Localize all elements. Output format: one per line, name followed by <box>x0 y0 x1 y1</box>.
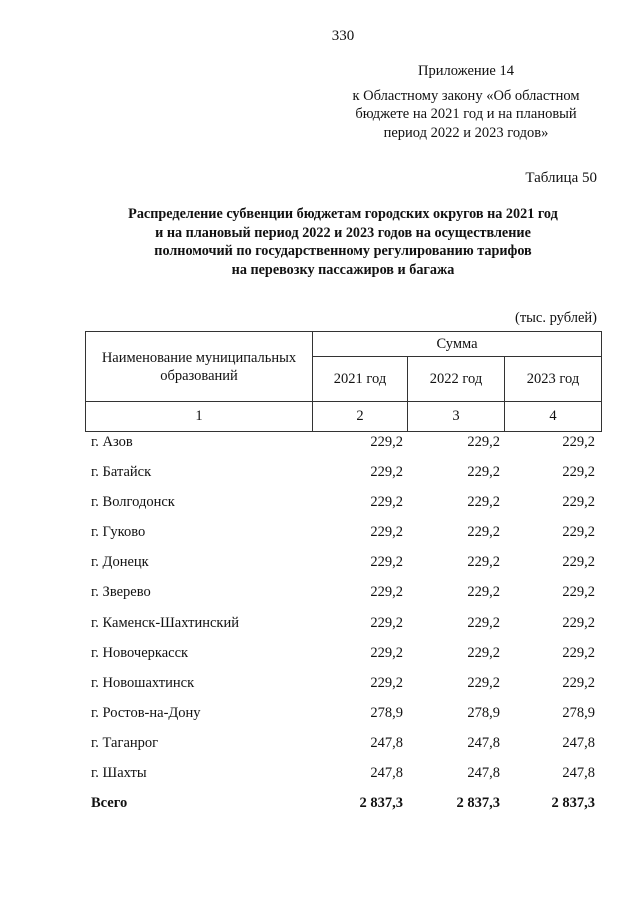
title-line: и на плановый период 2022 и 2023 годов на осуществление <box>155 224 531 241</box>
row-value-2022: 229,2 <box>467 464 500 481</box>
row-value-2022: 247,8 <box>467 734 500 751</box>
table-header <box>85 331 602 432</box>
total-label: Всего <box>91 795 128 812</box>
row-value-2021: 229,2 <box>370 614 403 631</box>
row-value-2021: 247,8 <box>370 734 403 751</box>
row-value-2023: 229,2 <box>562 674 595 691</box>
row-name: г. Донецк <box>91 554 149 571</box>
total-value-2022: 2 837,3 <box>456 795 500 812</box>
row-value-2022: 278,9 <box>467 704 500 721</box>
row-value-2022: 229,2 <box>467 524 500 541</box>
table-row <box>85 554 601 584</box>
row-value-2022: 229,2 <box>467 554 500 571</box>
row-value-2023: 247,8 <box>562 765 595 782</box>
table-row <box>85 645 601 675</box>
table-number: Таблица 50 <box>525 170 597 186</box>
header-year-2023: 2023 год <box>505 357 602 402</box>
table-row <box>85 524 601 554</box>
appendix-note <box>330 62 602 142</box>
header-year-2022: 2022 год <box>408 357 505 402</box>
row-value-2023: 247,8 <box>562 734 595 751</box>
row-value-2021: 229,2 <box>370 644 403 661</box>
row-value-2023: 229,2 <box>562 524 595 541</box>
table-row <box>85 584 601 614</box>
title-line: полномочий по государственному регулированию тарифов <box>154 243 532 259</box>
row-value-2021: 229,2 <box>370 464 403 481</box>
row-value-2022: 229,2 <box>467 434 500 450</box>
header-name-line: Наименование муниципальных <box>101 349 297 366</box>
total-value-2023: 2 837,3 <box>551 795 595 812</box>
table-row <box>85 494 601 524</box>
column-number: 3 <box>408 402 505 432</box>
row-value-2023: 229,2 <box>562 584 595 601</box>
appendix-line: к Областному закону «Об областном <box>352 87 580 104</box>
total-value-2021: 2 837,3 <box>359 795 403 812</box>
row-value-2021: 229,2 <box>370 494 403 511</box>
row-name: г. Гуково <box>91 524 146 541</box>
title-line: на перевозку пассажиров и багажа <box>231 261 455 278</box>
title-line: Распределение субвенции бюджетам городских округов на 2021 год <box>128 206 558 222</box>
row-value-2022: 229,2 <box>467 644 500 661</box>
row-name: г. Новошахтинск <box>91 674 195 691</box>
row-value-2022: 229,2 <box>467 494 500 511</box>
row-value-2021: 278,9 <box>370 704 403 721</box>
row-name: г. Каменск-Шахтинский <box>91 614 239 631</box>
row-value-2021: 229,2 <box>370 524 403 541</box>
table-row <box>85 615 601 645</box>
table-row <box>85 735 601 765</box>
column-number: 1 <box>86 402 313 432</box>
row-value-2022: 229,2 <box>467 614 500 631</box>
row-value-2021: 229,2 <box>370 434 403 450</box>
row-value-2021: 229,2 <box>370 584 403 601</box>
row-value-2023: 229,2 <box>562 644 595 661</box>
header-year-2021: 2021 год <box>313 357 408 402</box>
table-row <box>85 464 601 494</box>
column-number: 2 <box>313 402 408 432</box>
row-value-2021: 229,2 <box>370 554 403 571</box>
table-row <box>85 675 601 705</box>
total-row <box>85 795 601 825</box>
column-number: 4 <box>505 402 602 432</box>
appendix-line: бюджете на 2021 год и на плановый <box>355 106 577 122</box>
table-row <box>85 765 601 795</box>
row-value-2022: 247,8 <box>467 765 500 782</box>
row-value-2022: 229,2 <box>467 584 500 601</box>
header-name-line: образований <box>160 367 238 384</box>
row-name: г. Азов <box>91 434 133 450</box>
row-value-2023: 229,2 <box>562 434 595 450</box>
header-name-cell <box>86 332 313 402</box>
table-body <box>85 434 601 825</box>
row-value-2022: 229,2 <box>467 674 500 691</box>
row-value-2021: 247,8 <box>370 765 403 782</box>
appendix-line: период 2022 и 2023 годов» <box>383 124 549 141</box>
row-value-2021: 229,2 <box>370 674 403 691</box>
row-value-2023: 229,2 <box>562 494 595 511</box>
row-name: г. Волгодонск <box>91 494 175 511</box>
row-name: г. Ростов-на-Дону <box>91 704 201 721</box>
header-sum-cell: Сумма <box>313 332 602 357</box>
row-name: г. Новочеркасск <box>91 644 189 661</box>
page-number: 330 <box>331 28 355 44</box>
table-row <box>85 434 601 464</box>
row-value-2023: 229,2 <box>562 614 595 631</box>
units-label: (тыс. рублей) <box>515 310 597 326</box>
row-name: г. Шахты <box>91 765 147 782</box>
table-row <box>85 705 601 735</box>
row-value-2023: 229,2 <box>562 554 595 571</box>
row-value-2023: 278,9 <box>562 704 595 721</box>
document-title <box>100 205 586 279</box>
row-name: г. Батайск <box>91 464 152 481</box>
appendix-title: Приложение 14 <box>418 63 514 79</box>
row-value-2023: 229,2 <box>562 464 595 481</box>
row-name: г. Таганрог <box>91 734 159 751</box>
row-name: г. Зверево <box>91 584 151 601</box>
